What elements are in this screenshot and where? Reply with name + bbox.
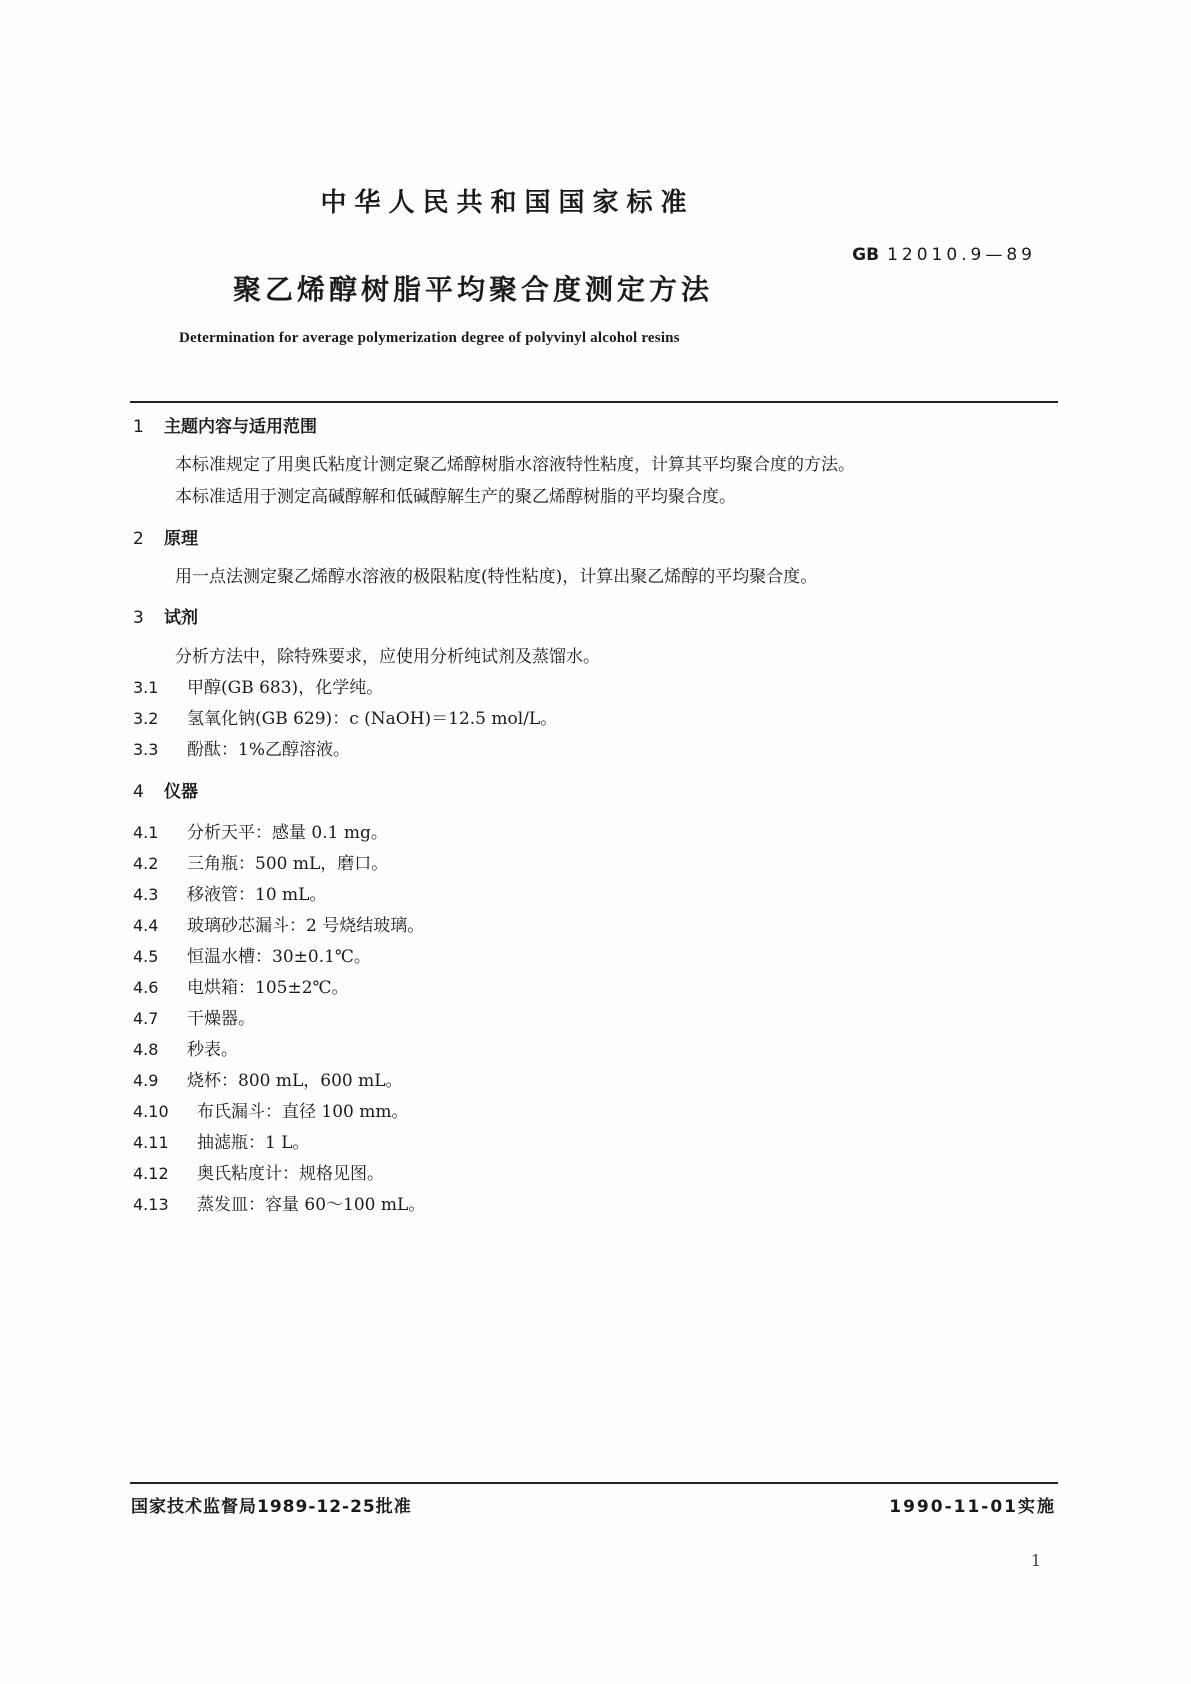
page-number: 1 <box>1030 1551 1041 1570</box>
list-item: 4.7 干燥器。 <box>133 1009 255 1029</box>
section-4-heading <box>133 777 198 802</box>
section-3-heading <box>133 603 198 628</box>
section-title: 试剂 <box>164 608 198 628</box>
national-standard-heading: 中华人民共和国国家标准 <box>320 188 695 218</box>
list-item: 4.11 抽滤瓶：1 L。 <box>133 1133 310 1153</box>
section-1-paragraph-1: 本标准规定了用奥氏粘度计测定聚乙烯醇树脂水溶液特性粘度，计算其平均聚合度的方法。 <box>175 455 855 475</box>
effective-date: 1990-11-01实施 <box>889 1497 1056 1517</box>
list-item: 4.3 移液管：10 mL。 <box>133 885 327 905</box>
list-item: 4.5 恒温水槽：30±0.1℃。 <box>133 947 371 967</box>
standard-prefix: GB <box>852 245 880 265</box>
section-2-heading <box>133 524 198 549</box>
approval-date: 国家技术监督局1989-12-25批准 <box>131 1497 412 1517</box>
list-item: 4.13 蒸发皿：容量 60～100 mL。 <box>133 1195 426 1215</box>
section-1-paragraph-2: 本标准适用于测定高碱醇解和低碱醇解生产的聚乙烯醇树脂的平均聚合度。 <box>175 487 736 507</box>
section-3-paragraph-1: 分析方法中，除特殊要求，应使用分析纯试剂及蒸馏水。 <box>175 647 600 667</box>
section-title: 仪器 <box>164 782 198 802</box>
list-item: 4.6 电烘箱：105±2℃。 <box>133 978 349 998</box>
footer-divider <box>130 1482 1058 1484</box>
list-item: 3.3 酚酞：1%乙醇溶液。 <box>133 740 350 760</box>
section-1-heading <box>133 412 317 437</box>
list-item: 4.8 秒表。 <box>133 1040 238 1060</box>
header-divider <box>130 401 1058 403</box>
standard-number <box>852 245 1036 265</box>
section-number: 4 <box>133 782 144 802</box>
list-item: 4.2 三角瓶：500 mL，磨口。 <box>133 854 389 874</box>
list-item: 3.1 甲醇(GB 683)，化学纯。 <box>133 678 384 698</box>
section-title: 主题内容与适用范围 <box>164 417 317 437</box>
list-item: 4.1 分析天平：感量 0.1 mg。 <box>133 823 388 843</box>
list-item: 3.2 氢氧化钠(GB 629)：c (NaOH)＝12.5 mol/L。 <box>133 709 558 729</box>
list-item: 4.9 烧杯：800 mL，600 mL。 <box>133 1071 403 1091</box>
section-2-paragraph-1: 用一点法测定聚乙烯醇水溶液的极限粘度(特性粘度)，计算出聚乙烯醇的平均聚合度。 <box>175 567 818 587</box>
section-number: 3 <box>133 608 144 628</box>
section-number: 1 <box>133 417 144 437</box>
section-title: 原理 <box>164 529 198 549</box>
document-title-en: Determination for average polymerization degree of polyvinyl alcohol resins <box>179 330 680 346</box>
list-item: 4.4 玻璃砂芯漏斗：2 号烧结玻璃。 <box>133 916 425 936</box>
section-number: 2 <box>133 529 144 549</box>
list-item: 4.10 布氏漏斗：直径 100 mm。 <box>133 1102 409 1122</box>
list-item: 4.12 奥氏粘度计：规格见图。 <box>133 1164 384 1184</box>
document-title-cn: 聚乙烯醇树脂平均聚合度测定方法 <box>233 273 714 306</box>
standard-code: 12010.9—89 <box>887 245 1036 265</box>
